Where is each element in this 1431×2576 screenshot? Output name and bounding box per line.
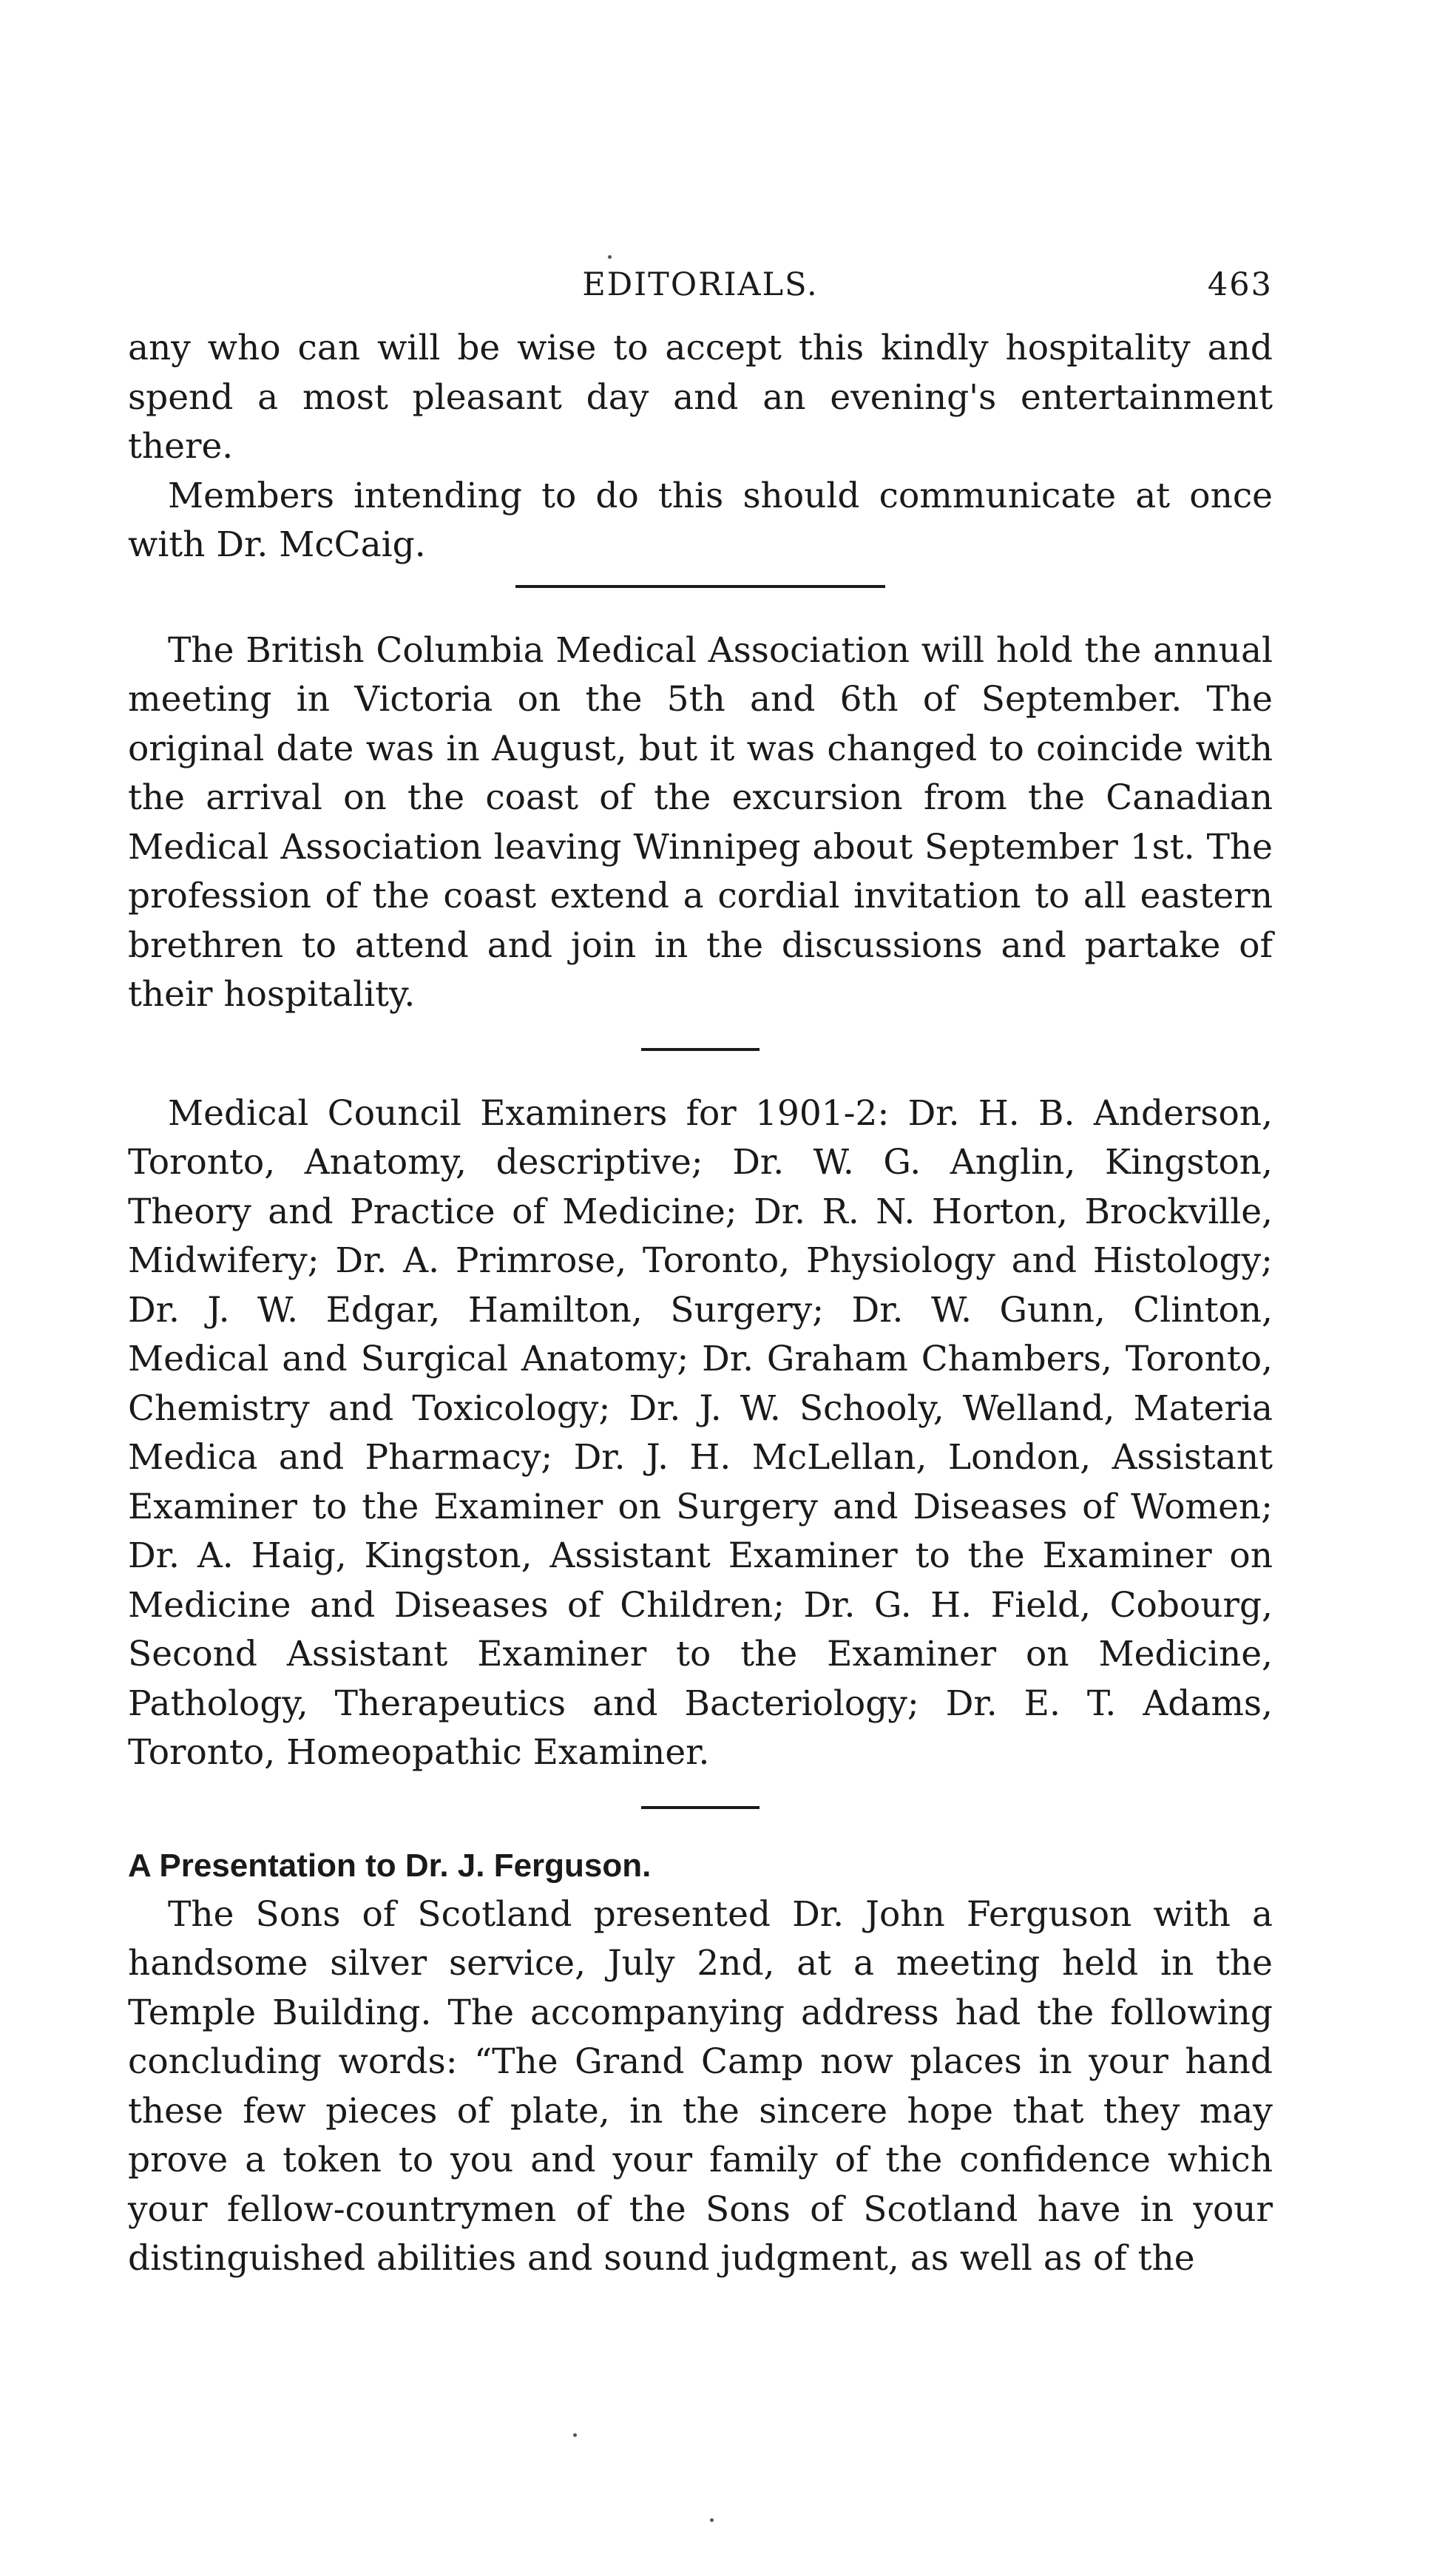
running-head xyxy=(128,266,1273,318)
page-number: 463 xyxy=(1207,266,1273,303)
section-divider xyxy=(641,1806,760,1809)
paragraph-continuation: any who can will be wise to accept this kindly hospitality and spend a most pleasant day and an evening's entertainment there. xyxy=(128,328,1273,467)
section-divider xyxy=(641,1048,760,1051)
ink-speck xyxy=(710,2518,714,2522)
paragraph-members: Members intending to do this should communicate at once with Dr. McCaig. xyxy=(128,475,1273,565)
running-title: EDITORIALS. xyxy=(582,266,819,303)
section-divider xyxy=(515,585,885,588)
ink-speck xyxy=(573,2433,577,2437)
section-heading: A Presentation to Dr. J. Ferguson. xyxy=(128,1847,652,1884)
page xyxy=(128,266,1273,2284)
paragraph-bc-association: The British Columbia Medical Association will hold the annual meeting in Victoria on the 5th and 6th of September. The original date was in August, but it was changed to coincide with the arrival on the coast of the excursion from the Canadian Medical Association leaving Winnipeg about September 1st. The profession of the coast extend a cordial invitation to all eastern brethren to attend and join in the discussions and partake of their hospitality. xyxy=(128,629,1273,1015)
paragraph-presentation: The Sons of Scotland presented Dr. John Ferguson with a handsome silver service, July 2nd, at a meeting held in the Temple Building. The accompanying address had the following concluding words: “The Grand Camp now places in your hand these few pieces of plate, in the sincere hope that they may prove a token to you and your family of the confidence which your fellow-countrymen of the Sons of Scotland have in your distinguished abilities and sound judgment, as well as of the xyxy=(128,1893,1273,2279)
paragraph-examiners: Medical Council Examiners for 1901-2: Dr. H. B. Anderson, Toronto, Anatomy, descriptive; Dr. W. G. Anglin, Kingston, Theory and Practice of Medicine; Dr. R. N. Horton, Brockville, Midwifery; Dr. A. Primrose, Toronto, Physiology and Histology; Dr. J. W. Edgar, Hamilton, Surgery; Dr. W. Gunn, Clinton, Medical and Surgical Anatomy; Dr. Graham Chambers, Toronto, Chemistry and Toxicology; Dr. J. W. Schooly, Welland, Materia Medica and Pharmacy; Dr. J. H. McLellan, London, Assistant Examiner to the Examiner on Surgery and Diseases of Women; Dr. A. Haig, Kingston, Assistant Examiner to the Examiner on Medicine and Diseases of Children; Dr. G. H. Field, Cobourg, Second Assistant Examiner to the Examiner on Medicine, Pathology, Therapeutics and Bacteriology; Dr. E. T. Adams, Toronto, Homeopathic Examiner. xyxy=(128,1092,1273,1773)
ink-speck xyxy=(608,255,612,259)
